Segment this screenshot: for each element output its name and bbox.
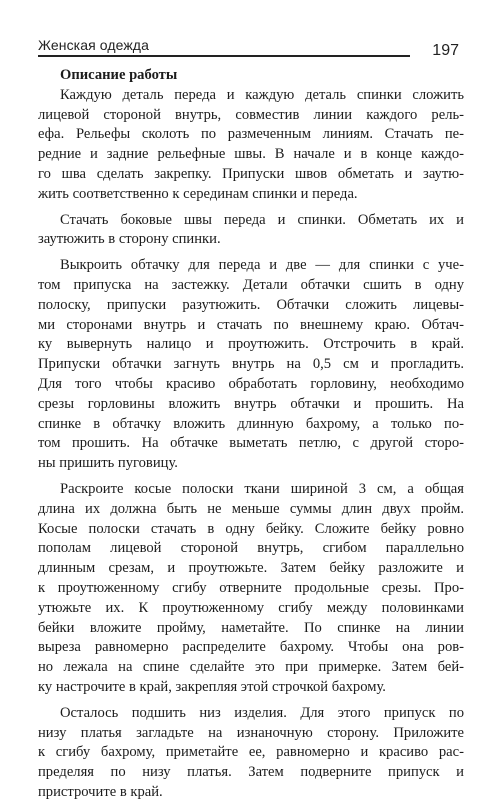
text-line: Припуски обтачки загнуть внутрь на 0,5 см и прогладить. bbox=[38, 356, 464, 373]
text-line: полоску, припуски разутюжить. Обтачки сложить лицевы- bbox=[38, 296, 464, 313]
text-line: Стачать боковые швы переда и спинки. Обметать их и bbox=[60, 211, 464, 228]
text-line: выреза равномерно распределите бахрому. Чтобы она ров- bbox=[38, 639, 464, 656]
text-line: редние и задние рельефные швы. В начале и в конце каждо- bbox=[38, 146, 464, 163]
text-line: ми сторонами внутрь и стачать по внешнему краю. Обтач- bbox=[38, 316, 464, 333]
running-title: Женская одежда bbox=[38, 37, 149, 53]
text-line: жить соответственно к серединам спинки и переда. bbox=[38, 185, 358, 202]
text-line: ефа. Рельефы сколоть по размеченным линиям. Стачать пе- bbox=[38, 126, 464, 143]
text-line: пристрочите в край. bbox=[38, 783, 163, 800]
page-number: 197 bbox=[432, 42, 459, 59]
text-line: к сгибу бахрому, приметайте ее, равномерно и красиво рас- bbox=[38, 744, 464, 761]
body-paragraph bbox=[38, 211, 464, 251]
text-line: Косые полоски стачать в одну бейку. Сложите бейку ровно bbox=[38, 520, 464, 537]
text-line: пополам лицевой стороной внутрь, сгибом параллельно bbox=[38, 540, 464, 557]
text-line: Выкроить обтачку для переда и две — для спинки с уче- bbox=[60, 257, 464, 274]
text-line: бейки вложите пройму, наметайте. По спинке на линии bbox=[38, 619, 464, 636]
text-line: но лежала на спине сделайте это при примерке. Затем бей- bbox=[38, 659, 464, 676]
header-rule bbox=[38, 55, 410, 57]
text-line: пределяя по низу платья. Затем подверните припуск и bbox=[38, 764, 464, 781]
text-line: том прошить. На обтачке выметать петлю, с другой сторо- bbox=[38, 435, 464, 452]
text-line: длинным срезам, и проутюжьте. Затем бейку разложите и bbox=[38, 560, 464, 577]
text-line: Раскроите косые полоски ткани шириной 3 см, а общая bbox=[60, 480, 464, 497]
section-title: Описание работы bbox=[60, 67, 178, 83]
text-line: ку вывернуть налицо и проутюжить. Отстрочить в край. bbox=[38, 336, 464, 353]
text-line: Для того чтобы красиво обработать горловину, необходимо bbox=[38, 375, 464, 392]
text-line: ку настрочите в край, закрепляя этой строчкой бахрому. bbox=[38, 678, 386, 695]
text-line: к проутюженному сгибу отверните продольные срезы. Про- bbox=[38, 579, 464, 596]
text-line: длина их должна быть не меньше суммы длин двух пройм. bbox=[38, 500, 464, 517]
text-line: лицевой стороной внутрь, совместив линии каждого рель- bbox=[38, 106, 464, 123]
text-line: ны пришить пуговицу. bbox=[38, 455, 178, 472]
body-paragraph bbox=[38, 704, 464, 803]
text-line: Каждую деталь переда и каждую деталь спинки сложить bbox=[60, 86, 464, 103]
text-line: утюжьте их. К проутюженному сгибу между половинками bbox=[38, 599, 464, 616]
paragraphs-container bbox=[38, 86, 464, 803]
text-line: заутюжить в сторону спинки. bbox=[38, 231, 221, 248]
body-paragraph bbox=[38, 256, 464, 474]
body-paragraph bbox=[38, 480, 464, 698]
text-line: го шва сделать закрепку. Припуски швов обметать и заутю- bbox=[38, 165, 464, 182]
text-line: том припуска на застежку. Детали обтачки сшить в одну bbox=[38, 276, 464, 293]
text-line: спинке в обтачку вложить длинную бахрому, а только по- bbox=[38, 415, 464, 432]
text-line: срезы горловины вложить внутрь обтачки и прошить. На bbox=[38, 395, 464, 412]
body-paragraph bbox=[38, 86, 464, 205]
text-line: Осталось подшить низ изделия. Для этого припуск по bbox=[60, 704, 464, 721]
page-body bbox=[38, 66, 464, 809]
text-line: низу платья загладьте на изнаночную сторону. Приложите bbox=[38, 724, 464, 741]
